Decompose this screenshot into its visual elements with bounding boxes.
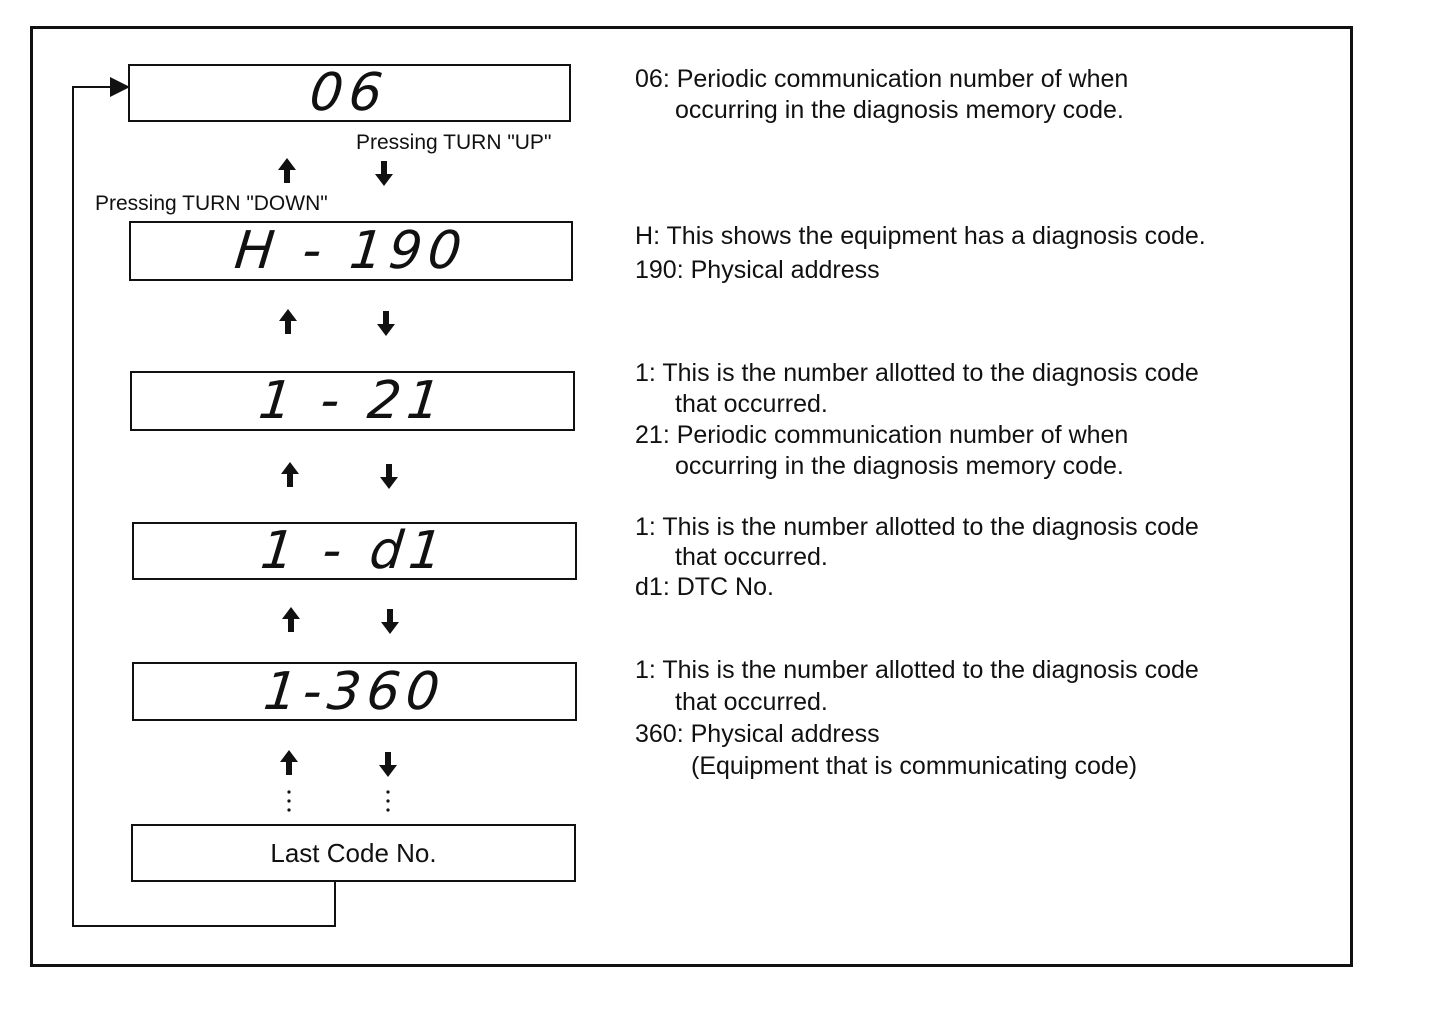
desc-line: Periodic communication number of when xyxy=(676,421,1129,449)
desc-key: 190 xyxy=(635,256,677,284)
desc-key: d1 xyxy=(635,573,663,601)
desc-line: (Equipment that is communicating code) xyxy=(691,752,1138,780)
arrow-pair-4 xyxy=(282,607,399,634)
display-box-4 xyxy=(132,522,577,580)
continuation-dots xyxy=(287,790,389,811)
arrow-pair-2 xyxy=(279,309,395,336)
arrow-pair-3 xyxy=(281,462,398,489)
arrow-pair-1 xyxy=(278,158,393,186)
display-value: H - 190 xyxy=(231,221,471,281)
display-box-3 xyxy=(130,371,575,431)
description-2: H: This shows the equipment has a diagnosis code. 190: Physical address xyxy=(635,222,1206,284)
turn-up-label: Pressing TURN "UP" xyxy=(356,131,552,154)
display-value: 06 xyxy=(307,63,392,123)
display-box-2 xyxy=(129,221,573,281)
desc-key: 360 xyxy=(635,720,677,748)
description-1: 06: Periodic communication number of when occurring in the diagnosis memory code. xyxy=(635,65,1129,124)
description-5: 1: This is the number allotted to the diagnosis code that occurred. 360: Physical address (Equipment that is communicating code) xyxy=(635,656,1199,780)
desc-key: 1 xyxy=(635,513,649,541)
arrow-pair-5 xyxy=(280,750,397,777)
desc-line: that occurred. xyxy=(675,543,828,571)
desc-line: This shows the equipment has a diagnosis code. xyxy=(666,222,1206,250)
desc-key: 21 xyxy=(635,421,663,449)
display-value: 1-360 xyxy=(260,661,449,722)
display-value: Last Code No. xyxy=(270,837,437,868)
desc-key: 06 xyxy=(635,65,663,93)
desc-key: H xyxy=(635,222,654,250)
description-4: 1: This is the number allotted to the diagnosis code that occurred. d1: DTC No. xyxy=(635,513,1199,601)
turn-down-label: Pressing TURN "DOWN" xyxy=(95,192,328,215)
desc-line: occurring in the diagnosis memory code. xyxy=(675,452,1124,480)
display-box-1 xyxy=(128,64,571,122)
desc-key: 1 xyxy=(635,359,649,387)
desc-line: that occurred. xyxy=(675,688,828,716)
desc-line: This is the number allotted to the diagnosis code xyxy=(662,359,1199,387)
desc-line: This is the number allotted to the diagnosis code xyxy=(662,513,1199,541)
display-box-last xyxy=(131,824,576,882)
desc-line: that occurred. xyxy=(675,390,828,418)
desc-line: Physical address xyxy=(690,256,880,284)
display-value: 1 - d1 xyxy=(257,521,452,581)
desc-key: 1 xyxy=(635,656,649,684)
desc-line: Physical address xyxy=(690,720,880,748)
display-box-5 xyxy=(132,662,577,721)
desc-line: occurring in the diagnosis memory code. xyxy=(675,96,1124,124)
description-3: 1: This is the number allotted to the diagnosis code that occurred. 21: Periodic communication number of when occurring in the diagnosis memory code. xyxy=(635,359,1199,480)
desc-line: This is the number allotted to the diagnosis code xyxy=(662,656,1199,684)
desc-line: Periodic communication number of when xyxy=(676,65,1129,93)
display-value: 1 - 21 xyxy=(255,371,450,431)
desc-line: DTC No. xyxy=(676,573,774,601)
